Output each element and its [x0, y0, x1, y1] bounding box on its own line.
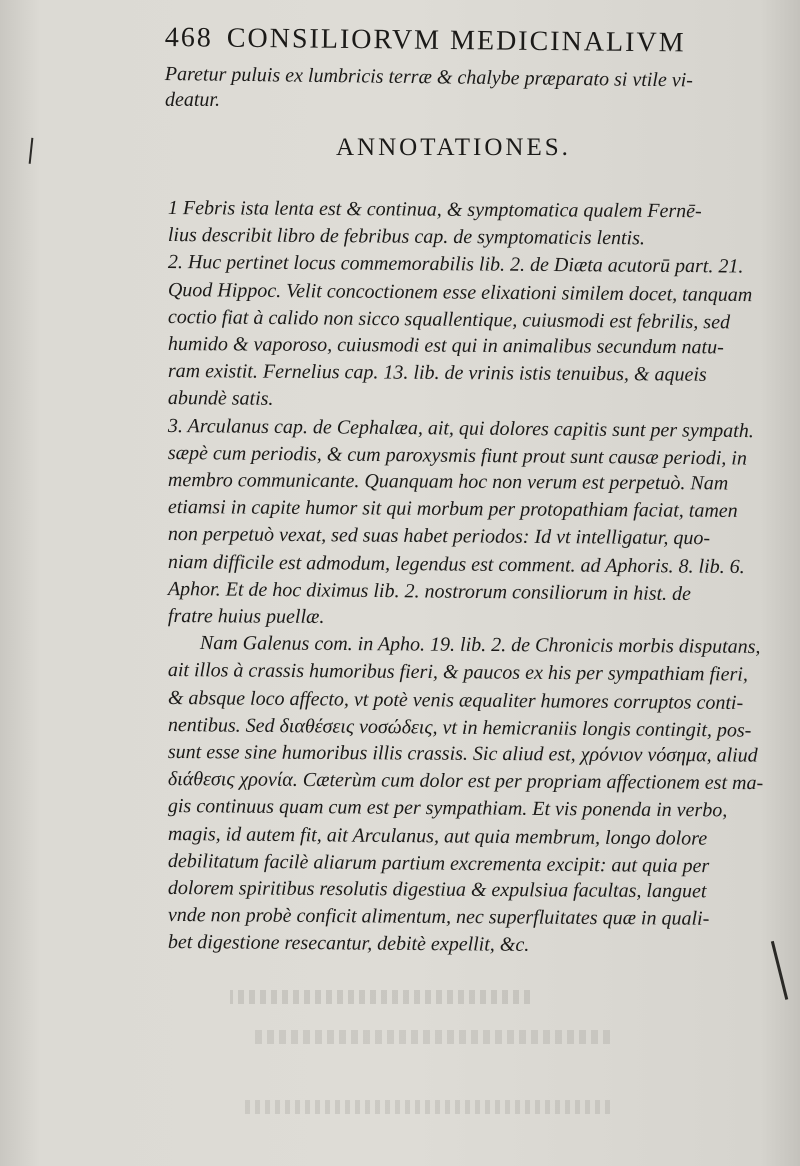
- text-line: gis continuus quam cum est per sympathiam. Et vis ponenda in verbo,: [167, 795, 728, 822]
- intro-line: deatur.: [165, 89, 220, 111]
- text-line: Quod Hippoc. Velit concoctionem esse elixationi similem docet, tanquam: [167, 278, 753, 306]
- intro-line: Paretur puluis ex lumbricis terræ & chalybe præparato si vtile vi-: [164, 62, 694, 92]
- text-line: διάθεσις χρονία. Cæterùm cum dolor est per propriam affectionem est ma-: [167, 768, 764, 795]
- section-title: ANNOTATIONES.: [336, 134, 571, 161]
- bleed-through: [240, 1100, 610, 1114]
- text-line: Aphor. Et de hoc diximus lib. 2. nostrorum consiliorum in hist. de: [167, 577, 692, 605]
- text-line: Nam Galenus com. in Apho. 19. lib. 2. de Chronicis morbis disputans,: [199, 632, 761, 659]
- text-line: ait illos à crassis humoribus fieri, & paucos ex his per sympathiam fieri,: [167, 659, 748, 686]
- page-number: 468: [164, 22, 213, 54]
- page-edge-mark: [771, 940, 791, 1000]
- text-line: etiamsi in capite humor sit qui morbum per protopathiam faciat, tamen: [167, 496, 738, 523]
- bleed-through: [230, 990, 530, 1004]
- bleed-through: [250, 1030, 610, 1044]
- text-line: 2. Huc pertinet locus commemorabilis lib. 2. de Diæta acutorū part. 21.: [167, 251, 744, 278]
- text-line: ram existit. Fernelius cap. 13. lib. de vrinis istis tenuibus, & aqueis: [167, 360, 707, 386]
- text-line: lius describit libro de febribus cap. de symptomaticis lentis.: [167, 224, 645, 250]
- text-line: niam difficile est admodum, legendus est comment. ad Aphoris. 8. lib. 6.: [167, 550, 745, 578]
- text-line: sunt esse sine humoribus illis crassis. Sic aliud est, χρόνιον νόσημα, aliud: [167, 741, 758, 767]
- text-line: dolorem spiritibus resolutis digestiua & expulsiua facultas, languet: [167, 877, 707, 903]
- text-line: non perpetuò vexat, sed suas habet periodos: Id vt intelligatur, quo-: [167, 523, 711, 550]
- text-line: vnde non probè conficit alimentum, nec superfluitates quæ in quali-: [167, 904, 710, 930]
- text-line: humido & vaporoso, cuiusmodi est qui in animalibus secundum natu-: [167, 332, 724, 359]
- text-line: 3. Arculanus cap. de Cephalæa, ait, qui dolores capitis sunt per sympath.: [167, 414, 754, 442]
- text-line: sæpè cum periodis, & cum paroxysmis fiunt prout sunt causæ periodi, in: [167, 441, 748, 470]
- text-line: 1 Febris ista lenta est & continua, & symptomatica qualem Fernē-: [167, 196, 702, 223]
- text-line: coctio fiat à calido non sicco squallentique, cuiusmodi est febrilis, sed: [167, 305, 731, 334]
- text-line: bet digestione resecantur, debitè expellit, &c.: [167, 931, 530, 957]
- text-line: magis, id autem fit, ait Arculanus, aut quia membrum, longo dolore: [167, 822, 708, 850]
- text-line: nentibus. Sed διαθέσεις νοσώδεις, vt in hemicraniis longis contingit, pos-: [167, 713, 752, 742]
- margin-mark: [29, 138, 38, 164]
- text-line: membro communicante. Quanquam hoc non verum est perpetuò. Nam: [167, 468, 729, 495]
- running-title: CONSILIORVM MEDICINALIVM: [226, 22, 686, 59]
- text-line: & absque loco affecto, vt potè venis æqualiter humores corruptos conti-: [167, 686, 744, 714]
- text-line: fratre huius puellæ.: [167, 605, 325, 628]
- text-line: abundè satis.: [167, 387, 274, 411]
- text-line: debilitatum facilè aliarum partium excrementa excipit: aut quia per: [167, 849, 710, 877]
